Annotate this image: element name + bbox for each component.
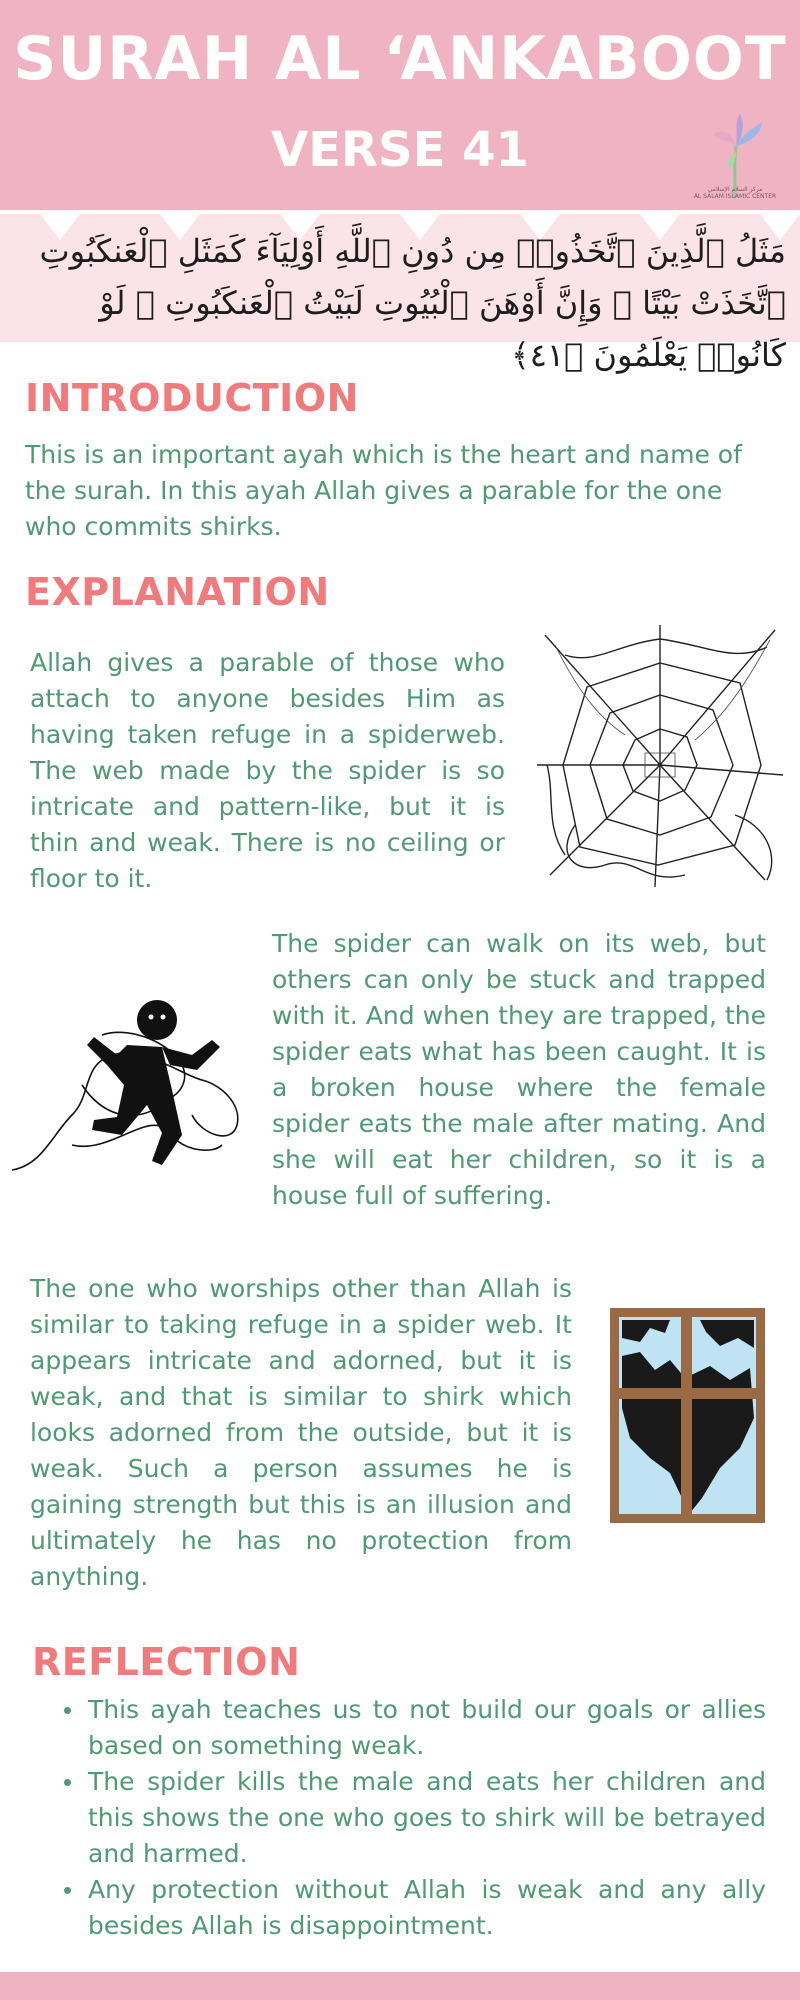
arabic-verse: مَثَلُ ٱلَّذِينَ ٱتَّخَذُوا۟ مِن دُونِ ٱللَّهِ أَوْلِيَآءَ كَمَثَلِ ٱلْعَنكَبُوتِ ٱتَّخَذَتْ بَيْتًا ۖ وَإِنَّ أَوْهَنَ ٱلْبُيُوتِ لَبَيْتُ ٱلْعَنكَبُوتِ ۖ لَوْ كَانُوا۟ يَعْلَمُونَ ﴿٤١﴾ bbox=[39, 232, 786, 374]
explanation-paragraph-2: The spider can walk on its web, but others can only be stuck and trapped with it. And when they are trapped, the spider eats what has been caught. It is a broken house where the female spider eats the male after mating. And she will eat her children, so it is a house full of suffering. bbox=[272, 929, 766, 1210]
introduction-text: This is an important ayah which is the heart and name of the surah. In this ayah Allah gives a parable for the one who commits shirks. bbox=[25, 440, 742, 541]
explanation-paragraph-3: The one who worships other than Allah is similar to taking refuge in a spider web. It appears intricate and adorned, but it is weak, and that is similar to shirk which looks adorned from the outside, but it is weak. Such a person assumes he is gaining strength but this is an illusion and ultimately he has no protection from anything. bbox=[30, 1274, 572, 1591]
verse-subtitle: VERSE 41 bbox=[271, 122, 529, 178]
list-item: This ayah teaches us to not build our goals or allies based on something weak. bbox=[58, 1692, 766, 1764]
list-item: Any protection without Allah is weak and any ally besides Allah is disappointment. bbox=[58, 1872, 766, 1944]
broken-window-illustration bbox=[610, 1308, 765, 1523]
reflection-list bbox=[58, 1692, 766, 1944]
reflection-heading: REFLECTION bbox=[32, 1640, 301, 1684]
explanation-heading: EXPLANATION bbox=[25, 570, 330, 614]
footer-bar bbox=[0, 1972, 800, 2000]
list-item: The spider kills the male and eats her children and this shows the one who goes to shirk will be betrayed and harmed. bbox=[58, 1764, 766, 1872]
bullet-icon bbox=[64, 1779, 71, 1786]
trapped-person-icon bbox=[12, 985, 247, 1185]
logo-caption: مركز السلام الإسلامي AL SALAM ISLAMIC CENTER bbox=[693, 186, 777, 200]
introduction-heading: INTRODUCTION bbox=[25, 376, 359, 420]
spiderweb-illustration bbox=[535, 625, 785, 890]
bullet-icon bbox=[64, 1707, 71, 1714]
page-title: SURAH AL ‘ANKABOOT bbox=[13, 24, 787, 94]
bullet-icon bbox=[64, 1887, 71, 1894]
explanation-paragraph-1: Allah gives a parable of those who attach to anyone besides Him as having taken refuge in a spiderweb. The web made by the spider is so intricate and pattern-like, but it is thin and weak. There is no ceiling or floor to it. bbox=[30, 648, 505, 893]
